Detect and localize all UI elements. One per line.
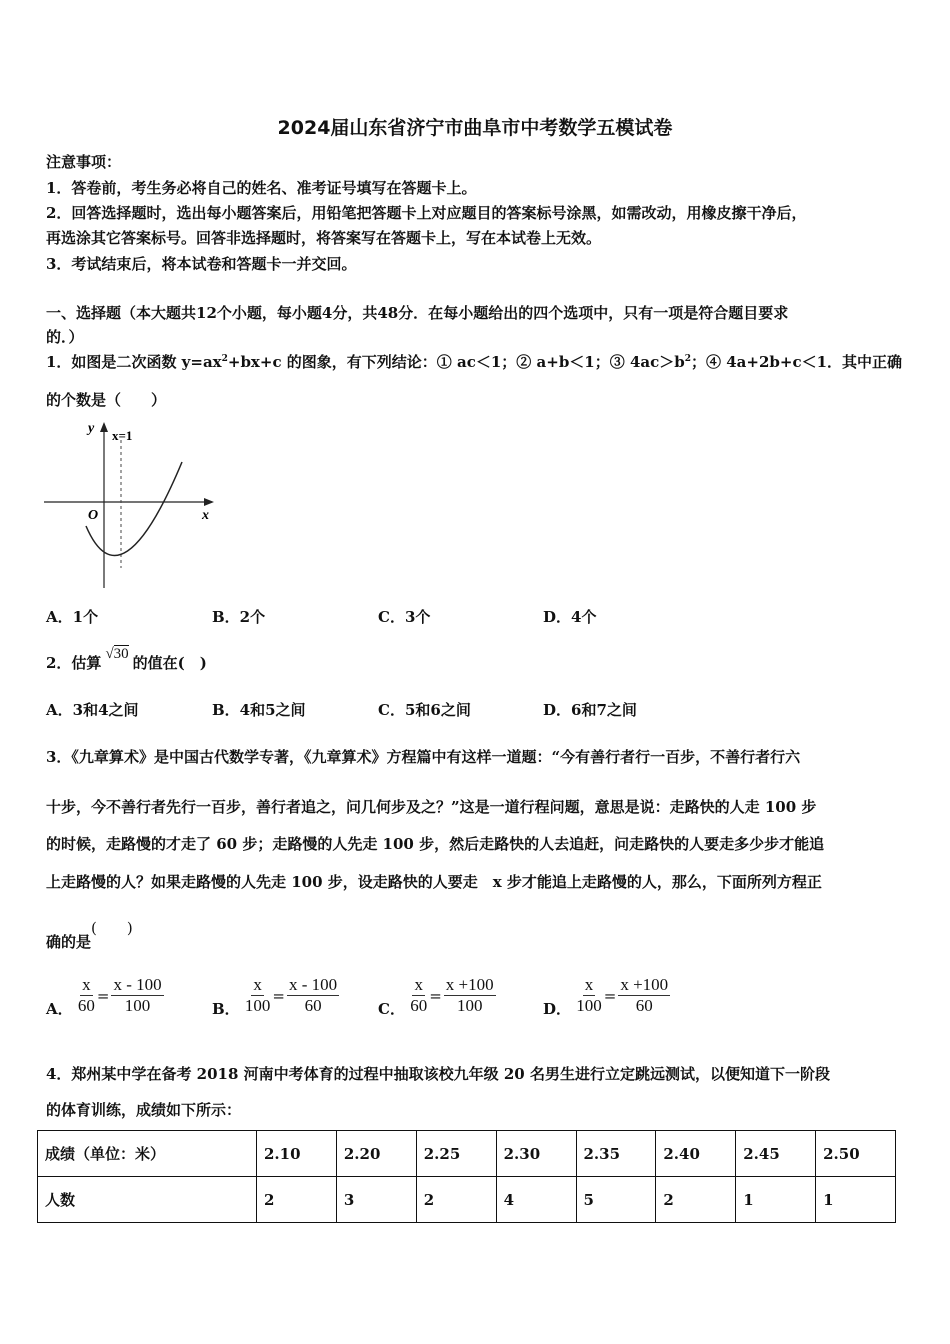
option-label: A． — [46, 999, 73, 1018]
denominator: 100 — [244, 996, 271, 1015]
table-cell: 4 — [496, 1177, 576, 1223]
denominator: 100 — [456, 996, 483, 1015]
numerator: x — [253, 975, 262, 994]
table-cell: 2.20 — [336, 1131, 416, 1177]
parabola-curve — [86, 462, 182, 555]
denominator: 60 — [635, 996, 653, 1015]
equals: = — [272, 986, 285, 1005]
table-cell: 3 — [336, 1177, 416, 1223]
q2-text-b: 的值在( ) — [132, 654, 207, 672]
table-cell: 2 — [257, 1177, 337, 1223]
q1-sup: 2 — [221, 354, 228, 364]
numerator: x +100 — [620, 975, 669, 994]
score-table — [37, 1130, 896, 1223]
q1-option-a[interactable]: A．1个 — [46, 608, 99, 626]
question-3-text: 3．《九章算术》是中国古代数学专著，《九章算术》方程篇中有这样一道题：“今有善行者行一百步，不善行者行六 — [46, 748, 801, 766]
q3-option-d[interactable] — [543, 975, 670, 1016]
sqrt-expression: √30 — [105, 646, 129, 662]
table-cell: 2 — [416, 1177, 496, 1223]
table-cell: 2.50 — [816, 1131, 896, 1177]
question-1-text-cont: 的个数是（ ） — [46, 391, 167, 409]
question-1-text — [46, 351, 902, 372]
numerator: x - 100 — [113, 975, 162, 994]
y-axis-arrow-icon — [100, 422, 108, 432]
equals: = — [429, 986, 442, 1005]
table-cell: 2.35 — [576, 1131, 656, 1177]
fraction — [618, 975, 670, 1016]
fraction — [111, 975, 163, 1016]
q1-sup: 2 — [684, 354, 692, 364]
question-3-text: 的时候，走路慢的才走了 60 步；走路慢的人先走 100 步，然后走路快的人去追赶，问走路快的人要走多少步才能追 — [46, 835, 825, 853]
table-cell: 2.30 — [496, 1131, 576, 1177]
q1-option-d[interactable]: D．4个 — [543, 608, 597, 626]
q2-option-a[interactable]: A．3和4之间 — [46, 701, 139, 719]
origin-label: O — [88, 508, 99, 523]
section-heading: 一、选择题（本大题共12个小题，每小题4分，共48分．在每小题给出的四个选项中，只有一项是符合题目要求 — [46, 304, 789, 322]
question-3-text: 十步，今不善行者先行一百步，善行者追之，问几何步及之？”这是一道行程问题，意思是说：走路快的人走 100 步 — [46, 798, 817, 816]
q1-option-c[interactable]: C．3个 — [378, 608, 431, 626]
numerator: x — [584, 975, 594, 994]
fraction — [78, 975, 95, 1016]
radicand: 30 — [113, 646, 129, 662]
fraction — [444, 975, 496, 1016]
option-label: C． — [378, 999, 405, 1018]
row-header-cell: 成绩（单位：米） — [38, 1131, 257, 1177]
table-cell: 2.40 — [656, 1131, 736, 1177]
denominator: 60 — [410, 996, 428, 1015]
denominator: 60 — [304, 996, 322, 1015]
numerator: x — [414, 975, 423, 994]
q2-option-d[interactable]: D．6和7之间 — [543, 701, 637, 719]
fraction — [576, 975, 602, 1016]
q3-option-b[interactable] — [212, 975, 339, 1016]
denominator: 100 — [576, 996, 602, 1015]
question-4-text: 4．郑州某中学在备考 2018 河南中考体育的过程中抽取该校九年级 20 名男生进行立定跳远测试，以便知道下一阶段 — [46, 1065, 830, 1083]
table-cell: 5 — [576, 1177, 656, 1223]
option-label: D． — [543, 999, 572, 1018]
symmetry-axis-label: x=1 — [112, 428, 133, 443]
table-cell: 1 — [816, 1177, 896, 1223]
q2-text-a: 2．估算 — [46, 654, 102, 672]
x-axis-arrow-icon — [204, 498, 214, 506]
question-2-text — [46, 646, 207, 673]
numerator: x +100 — [445, 975, 494, 994]
section-heading-cont: 的．） — [46, 328, 84, 346]
q3-option-a[interactable] — [46, 975, 164, 1016]
option-label: B． — [212, 999, 240, 1018]
notice-item: 3．考试结束后，将本试卷和答题卡一并交回。 — [46, 255, 357, 273]
question-3-text — [46, 919, 133, 952]
answer-paren: ( ) — [91, 919, 133, 937]
notice-item: 2．回答选择题时，选出每小题答案后，用铅笔把答题卡上对应题目的答案标号涂黑，如需改动，用橡皮擦干净后， — [46, 204, 807, 222]
table-cell: 2.10 — [257, 1131, 337, 1177]
denominator: 60 — [77, 996, 95, 1015]
q1-text-b: +bx+c 的图象，有下列结论：① ac＜1；② a+b＜1；③ 4ac＞b — [227, 353, 685, 371]
y-label: y — [88, 421, 95, 436]
table-cell: 2 — [656, 1177, 736, 1223]
table-row-count — [38, 1177, 896, 1223]
table-cell: 1 — [736, 1177, 816, 1223]
q3-option-c[interactable] — [378, 975, 496, 1016]
fraction — [410, 975, 427, 1016]
q1-option-b[interactable]: B．2个 — [212, 608, 266, 626]
question-4-text-cont: 的体育训练，成绩如下所示： — [46, 1101, 242, 1119]
q1-text-a: 1．如图是二次函数 y=ax — [46, 353, 222, 371]
x-label: x — [202, 508, 209, 523]
row-header-cell: 人数 — [38, 1177, 257, 1223]
question-3-text: 上走路慢的人？如果走路慢的人先走 100 步，设走路快的人要走 x 步才能追上走路慢的人，那么，下面所列方程正 — [46, 873, 822, 891]
q2-option-c[interactable]: C．5和6之间 — [378, 701, 471, 719]
fraction — [287, 975, 339, 1016]
table-row-score — [38, 1131, 896, 1177]
numerator: x — [82, 975, 91, 994]
equals: = — [96, 986, 110, 1005]
notice-item: 1．答卷前，考生务必将自己的姓名、准考证号填写在答题卡上。 — [46, 179, 477, 197]
q1-text-c: ；④ 4a+2b+c＜1．其中正确 — [691, 353, 903, 371]
equals: = — [603, 986, 617, 1005]
denominator: 100 — [124, 996, 151, 1015]
table-cell: 2.25 — [416, 1131, 496, 1177]
fraction — [245, 975, 271, 1016]
notice-item: 再选涂其它答案标号。回答非选择题时，将答案写在答题卡上，写在本试卷上无效。 — [46, 229, 602, 247]
numerator: x - 100 — [289, 975, 338, 994]
notice-heading: 注意事项： — [46, 153, 122, 171]
page-title: 2024届山东省济宁市曲阜市中考数学五模试卷 — [277, 117, 673, 139]
q3-text-end: 确的是 — [46, 933, 92, 951]
table-cell: 2.45 — [736, 1131, 816, 1177]
parabola-graph — [44, 418, 219, 593]
q2-option-b[interactable]: B．4和5之间 — [212, 701, 306, 719]
